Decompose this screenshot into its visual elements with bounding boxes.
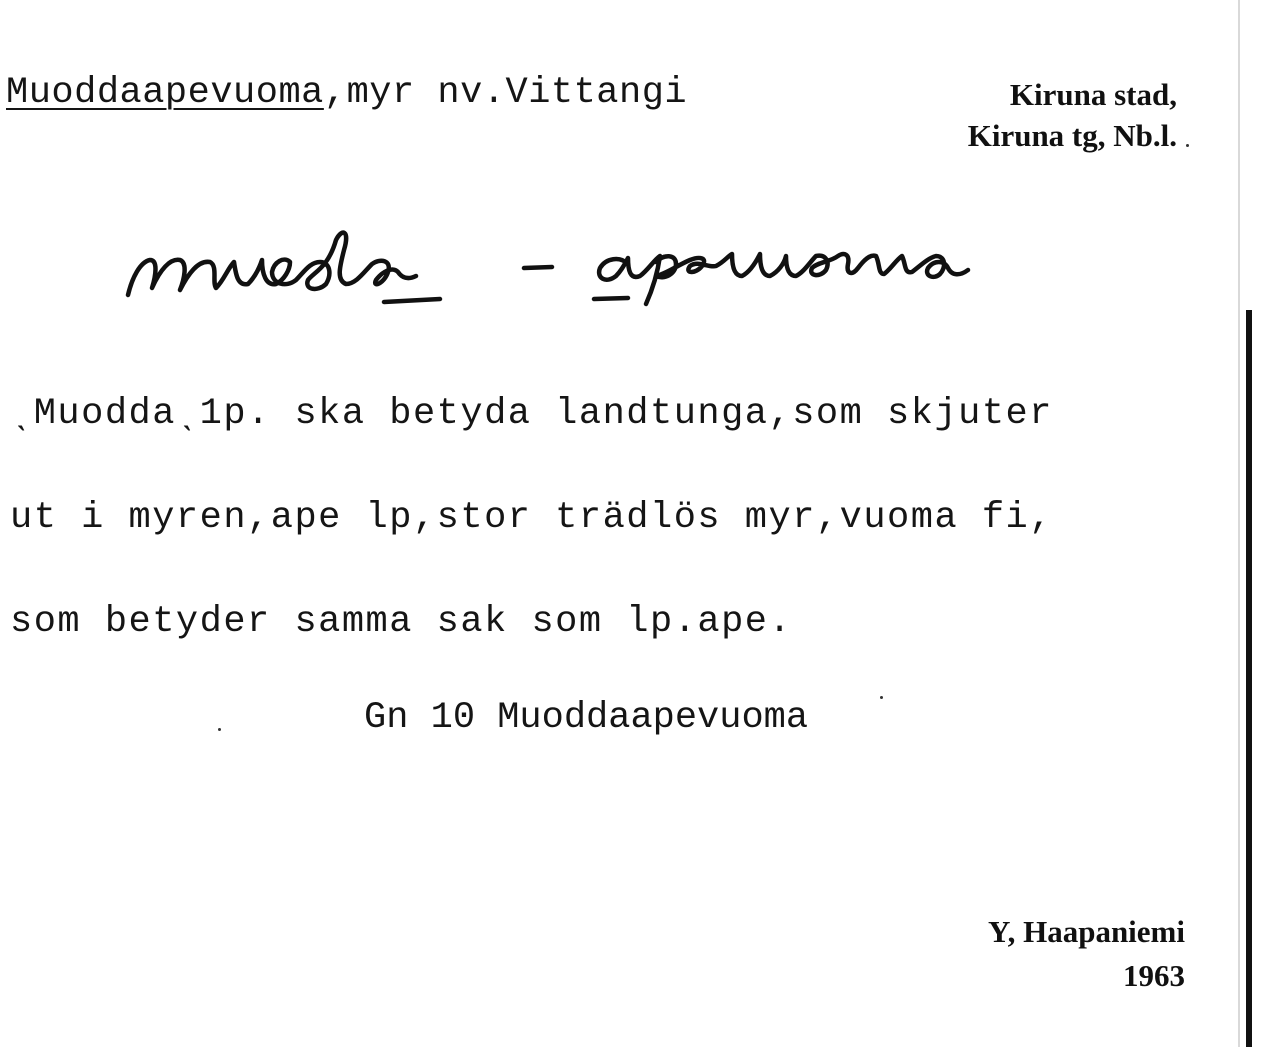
scan-edge-shadow [1246, 310, 1252, 1047]
header-line [6, 72, 687, 114]
body-line-1: ˎMuoddaˎ1p. ska betyda landtunga,som skjuter [10, 393, 1053, 435]
body-line-3: som betyder samma sak som lp.ape. [10, 601, 793, 643]
place-name: Muoddaapevuoma [6, 72, 324, 114]
admin-line-2: Kiruna tg, Nb.l. [967, 118, 1177, 153]
handwriting-strokes [0, 200, 1263, 330]
scan-speck [1186, 144, 1189, 147]
reference-line: Gn 10 Muoddaapevuoma [364, 697, 809, 739]
scan-edge-line [1238, 0, 1240, 1047]
scan-speck [880, 696, 883, 699]
admin-location [968, 74, 1177, 156]
admin-line-1: Kiruna stad, [1009, 77, 1177, 112]
signature-name: Y, Haapaniemi [988, 914, 1185, 949]
place-descriptor: ,myr nv.Vittangi [323, 72, 688, 114]
body-line-2: ut i myren,ape lp,stor trädlös myr,vuoma fi, [10, 497, 1053, 539]
handwritten-form [0, 200, 1263, 330]
signature-block [988, 910, 1185, 998]
signature-year: 1963 [1123, 958, 1185, 993]
scan-speck [218, 728, 221, 731]
